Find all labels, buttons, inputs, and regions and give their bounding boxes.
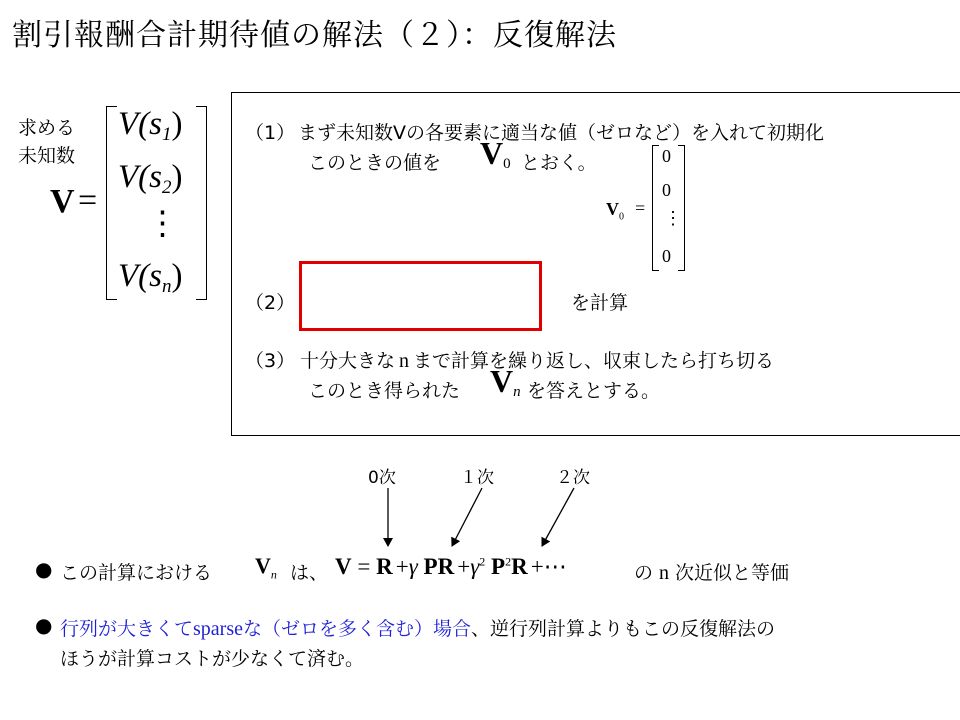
v0-label: $V_0$ xyxy=(606,199,624,223)
vector-entry-s1: $V(s_1)$ xyxy=(118,106,183,145)
page-title: 割引報酬合計期待値の解法（２）：反復解法 xyxy=(12,18,617,53)
step2-number: （2） xyxy=(245,292,296,314)
bullet2-line2: ほうが計算コストが少なくて済む。 xyxy=(60,648,365,670)
arrow-order2 xyxy=(542,488,574,546)
arrow-order1 xyxy=(452,488,482,546)
order0-label: 0次 xyxy=(368,468,396,488)
bullet1-vn: $V_n$ xyxy=(255,553,277,582)
step1-line2-b: とおく。 xyxy=(521,152,597,174)
order1-label: １次 xyxy=(460,468,494,488)
bullet2-mark: ● xyxy=(35,613,53,637)
v0-entry: 0 xyxy=(662,146,671,166)
unknown-label-line2: 未知数 xyxy=(18,145,76,167)
step1-line2-a: このときの値を xyxy=(308,152,442,174)
order2-label: ２次 xyxy=(556,468,590,488)
bullet1-mark: ● xyxy=(35,557,53,581)
step3-line2-a: このとき得られた xyxy=(308,380,461,402)
step2-text: を計算 xyxy=(571,292,629,314)
bullet1-text-c: の n 次近似と等価 xyxy=(634,562,790,584)
vector-entry-dots: ⋮ xyxy=(146,206,179,242)
step3-number: （3） xyxy=(245,350,296,372)
step1-text: まず未知数Vの各要素に適当な値（ゼロなど）を入れて初期化 xyxy=(298,122,824,144)
series-formula: V = R +γ PR $+\gamma^2$ $P^2R$ +⋯ xyxy=(335,554,567,579)
bullet1-text-b: は、 xyxy=(290,562,329,584)
v0-entry: 0 xyxy=(662,246,671,266)
v0-entry: 0 xyxy=(662,180,671,200)
step1-v0-symbol: $V_0$ xyxy=(480,135,511,172)
step3-vn-symbol: $V_n$ xyxy=(490,363,521,400)
vector-entry-sn: $V(s_n)$ xyxy=(118,258,183,297)
bullet1-text-a: この計算における xyxy=(60,562,213,584)
vector-equals: = xyxy=(78,182,98,219)
bullet2-line1: 行列が大きくてsparseな（ゼロを多く含む）場合、逆行列計算よりもこの反復解法の xyxy=(60,618,776,640)
step3-text: 十分大きな n まで計算を繰り返し、収束したら打ち切る xyxy=(300,350,775,372)
v0-equals: = xyxy=(635,198,646,218)
step1-number: （1） xyxy=(245,122,296,144)
vector-v-symbol: V xyxy=(50,183,75,220)
v0-entry-dots: ⋮ xyxy=(664,208,682,228)
vector-entry-s2: $V(s_2)$ xyxy=(118,159,183,198)
step3-line2-b: を答えとする。 xyxy=(527,380,661,402)
unknown-label-line1: 求める xyxy=(18,117,76,139)
